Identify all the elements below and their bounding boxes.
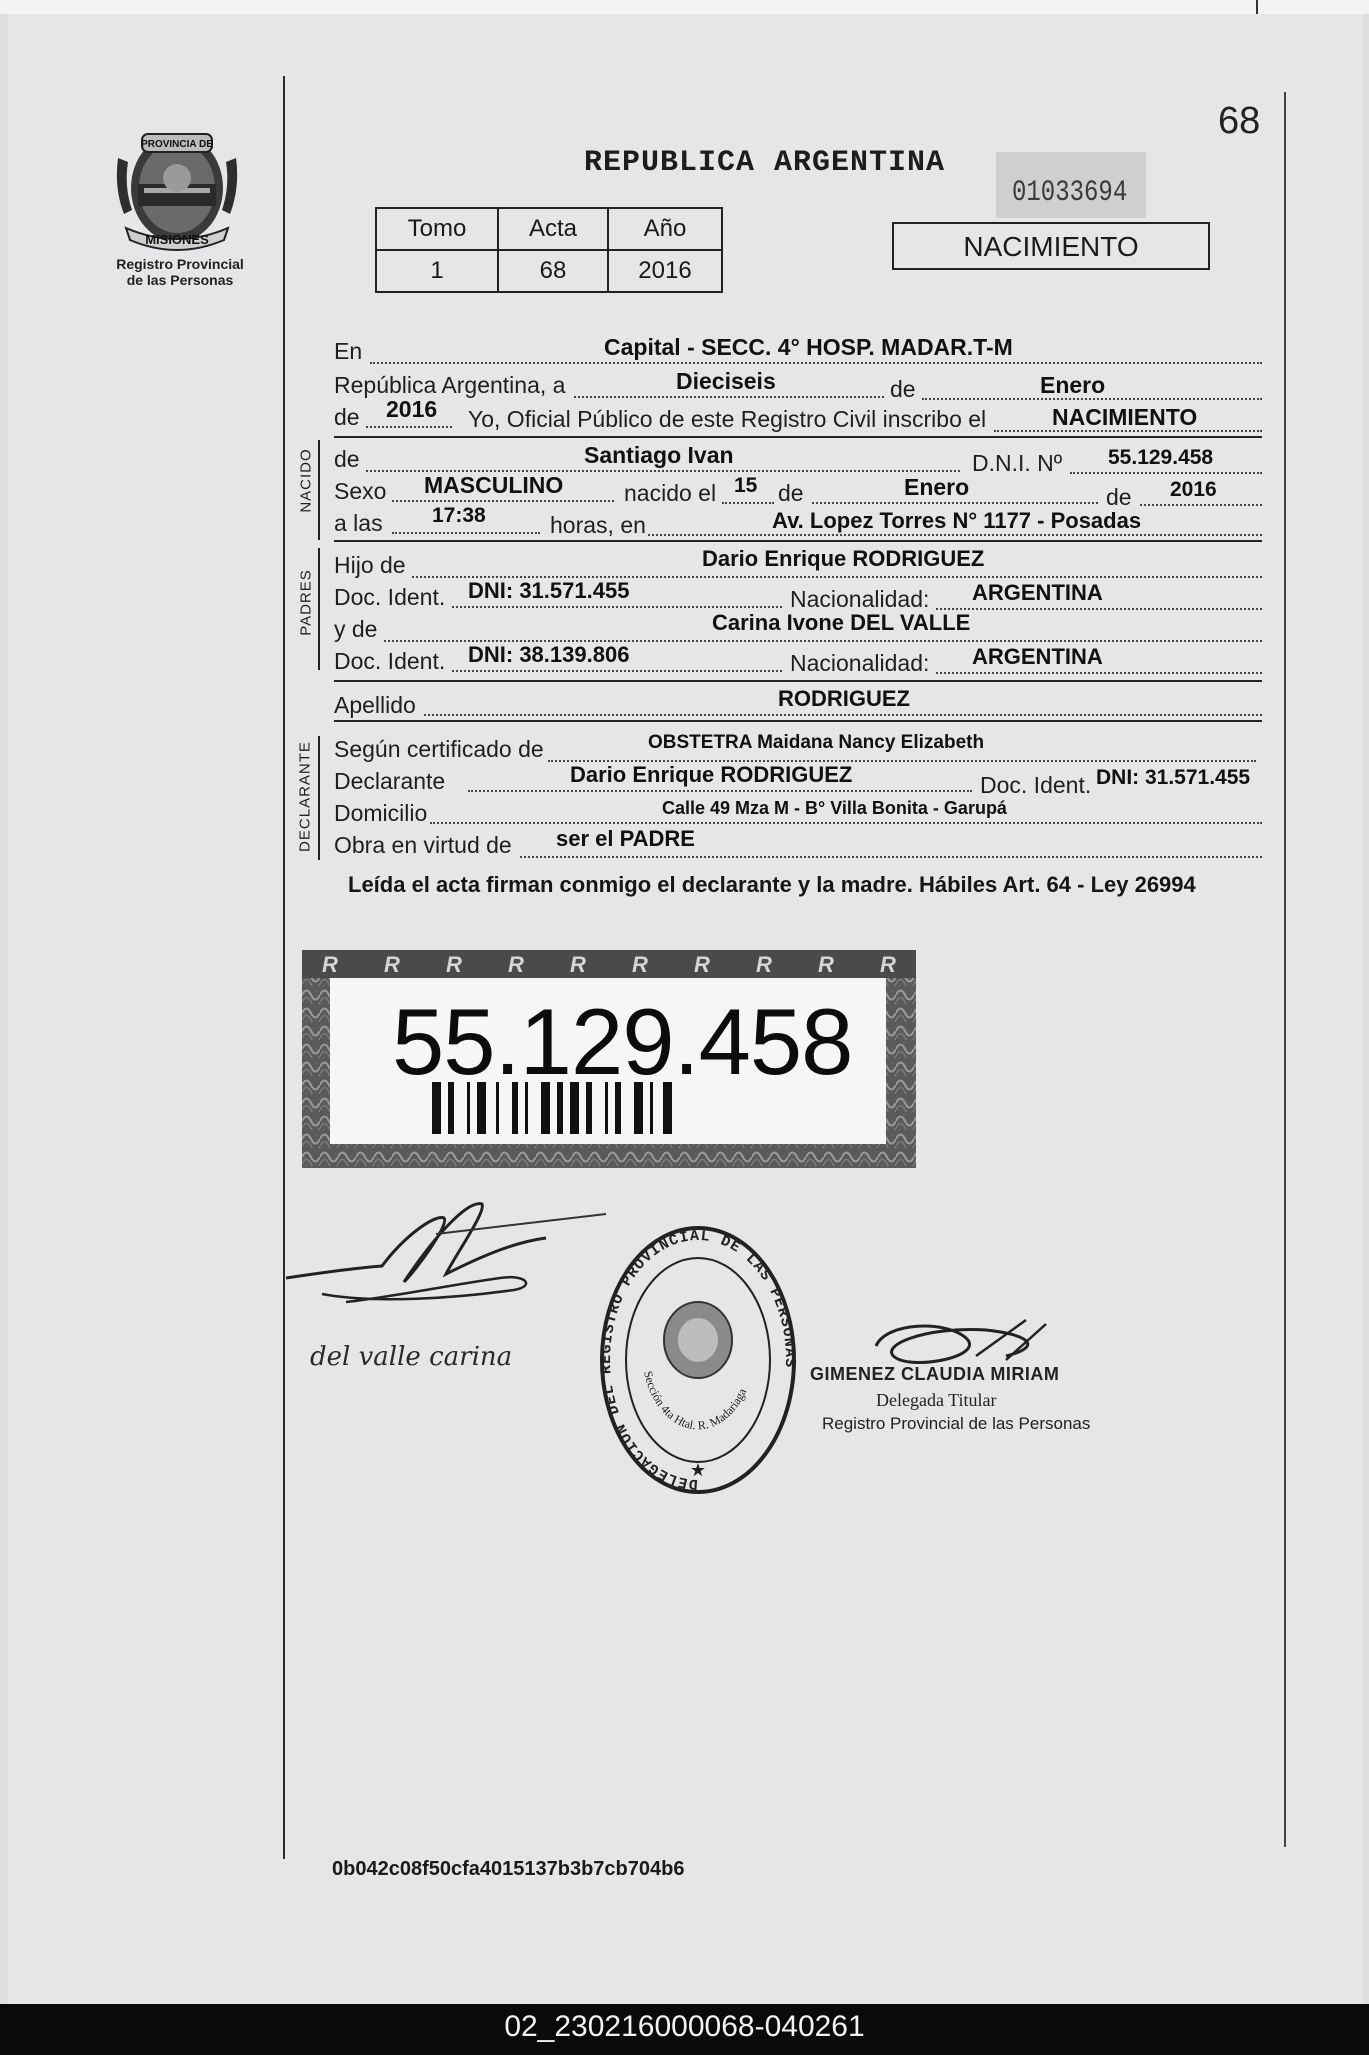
side-label-declarante: DECLARANTE [296, 741, 314, 852]
field-madre-doc: DNI: 38.139.806 [468, 642, 630, 667]
svg-text:R: R [446, 952, 462, 977]
serial-number: 01033694 [1012, 176, 1128, 210]
page-number: 68 [1218, 100, 1261, 142]
label-hijo-de: Hijo de [334, 552, 406, 578]
side-label-nacido: NACIDO [297, 448, 315, 513]
footer-id: 02_230216000068-040261 [504, 2010, 865, 2043]
record-table-values [376, 250, 722, 292]
dotted-line [1140, 504, 1262, 506]
dotted-line [1070, 472, 1262, 474]
header-anio: Año [608, 208, 722, 250]
label-domicilio: Domicilio [334, 800, 428, 826]
padres-bracket [318, 548, 320, 670]
label-de-anio: de [1106, 484, 1132, 510]
label-en: En [334, 338, 363, 364]
field-mes: Enero [1040, 372, 1106, 398]
seal-inner-text: Sección 4ta Htal. R. Madariaga [641, 1369, 750, 1433]
label-de2: de [334, 404, 360, 430]
dotted-line [452, 606, 782, 608]
seal-outer-text: DELEGACION DEL REGISTRO PROVINCIAL DE LAS PERSONAS [598, 1227, 798, 1493]
header-tomo: Tomo [376, 208, 498, 250]
section-separator [334, 720, 1262, 722]
field-madre-nac: ARGENTINA [972, 644, 1103, 669]
side-label-padres: PADRES [297, 569, 315, 636]
label-dni-no: D.N.I. Nº [972, 450, 1063, 476]
declarante-bracket [318, 736, 320, 860]
logo-caption-line2: de las Personas [126, 272, 234, 288]
dotted-line [424, 714, 1262, 716]
label-de: de [890, 376, 916, 402]
field-declarante: Dario Enrique RODRIGUEZ [570, 762, 853, 787]
field-mes-nac: Enero [904, 474, 970, 500]
serial-stamp [996, 152, 1146, 218]
dotted-line [936, 608, 1262, 610]
dotted-line [812, 502, 1098, 504]
logo-banner-text: MISIONES [145, 232, 209, 247]
label-nacionalidad-2: Nacionalidad: [790, 650, 930, 676]
field-padre-doc: DNI: 31.571.455 [468, 578, 630, 603]
label-segun-certificado: Según certificado de [334, 736, 544, 762]
field-obra: ser el PADRE [556, 826, 695, 851]
field-sexo: MASCULINO [424, 472, 564, 498]
label-doc-ident-2: Doc. Ident. [334, 648, 446, 674]
field-lugar: Capital - SECC. 4° HOSP. MADAR.T-M [604, 334, 1013, 360]
section-separator [334, 540, 1262, 542]
field-certificado: OBSTETRA Maidana Nancy Elizabeth [648, 732, 985, 753]
section-separator [334, 680, 1262, 682]
dotted-line [648, 534, 1262, 536]
seal-star-icon: ★ [689, 1460, 707, 1480]
closing-statement: Leída el acta firman conmigo el declarante y la madre. Hábiles Art. 64 - Ley 26994 [348, 872, 1196, 897]
field-tipo-inscripcion: NACIMIENTO [1052, 404, 1198, 430]
svg-text:R: R [694, 952, 710, 977]
svg-text:R: R [756, 952, 772, 977]
field-anio: 2016 [386, 396, 438, 422]
provincia-misiones-logo [112, 118, 242, 258]
record-table [375, 207, 723, 293]
footer-bar [0, 2004, 1369, 2055]
logo-arc-text: PROVINCIA DE [141, 139, 213, 150]
dotted-line [370, 362, 1262, 364]
official-title: Delegada Titular [876, 1390, 997, 1410]
svg-text:R: R [322, 952, 338, 977]
svg-text:R: R [818, 952, 834, 977]
dotted-line [722, 502, 774, 504]
svg-text:R: R [508, 952, 524, 977]
dotted-line [366, 426, 452, 428]
field-dia-nac: 15 [734, 474, 758, 497]
label-nacionalidad-1: Nacionalidad: [790, 586, 930, 612]
label-doc-ident-1: Doc. Ident. [334, 584, 446, 610]
dotted-line [520, 856, 1262, 858]
value-anio: 2016 [608, 250, 722, 292]
field-anio-nac: 2016 [1170, 478, 1217, 501]
svg-text:R: R [384, 952, 400, 977]
act-type-box: NACIMIENTO [892, 222, 1210, 270]
registry-seal [598, 1222, 798, 1498]
label-republica: República Argentina, a [334, 372, 566, 398]
label-obra-en-virtud: Obra en virtud de [334, 832, 512, 858]
dotted-line [430, 822, 1262, 824]
label-doc-ident-3: Doc. Ident. [980, 772, 1092, 798]
dotted-line [468, 790, 972, 792]
document-title: REPUBLICA ARGENTINA [584, 146, 946, 180]
logo-caption [100, 256, 260, 288]
dotted-line [392, 532, 540, 534]
svg-text:R: R [632, 952, 648, 977]
label-apellido: Apellido [334, 692, 416, 718]
dotted-line [392, 500, 614, 502]
label-horas-en: horas, en [550, 512, 646, 538]
field-nombre: Santiago Ivan [584, 442, 734, 468]
field-declarante-doc: DNI: 31.571.455 [1096, 766, 1251, 789]
record-table-header [376, 208, 722, 250]
label-de-nombre: de [334, 446, 360, 472]
svg-text:R: R [880, 952, 896, 977]
label-de-mes: de [778, 480, 804, 506]
nacido-bracket [318, 440, 320, 540]
document-hash: 0b042c08f50cfa4015137b3b7cb704b6 [332, 1858, 685, 1880]
field-domicilio: Calle 49 Mza M - B° Villa Bonita - Garupá [662, 798, 1007, 818]
svg-text:R: R [570, 952, 586, 977]
label-a-las: a las [334, 510, 383, 536]
field-dni: 55.129.458 [1108, 446, 1214, 469]
right-margin-line [1284, 92, 1286, 1847]
section-separator [334, 436, 1262, 438]
left-margin-line [283, 76, 285, 1859]
value-acta: 68 [498, 250, 608, 292]
dni-card-number: 55.129.458 [392, 989, 853, 1094]
top-paper-strip [0, 0, 1369, 14]
field-hora: 17:38 [432, 504, 486, 527]
header-acta: Acta [498, 208, 608, 250]
field-madre: Carina Ivone DEL VALLE [712, 610, 971, 635]
handwritten-note: del valle carina [310, 1342, 513, 1372]
field-padre-nac: ARGENTINA [972, 580, 1103, 605]
dotted-line [574, 396, 884, 398]
field-dia-letras: Dieciseis [676, 368, 776, 394]
declarant-signature [286, 1194, 616, 1334]
label-y-de: y de [334, 616, 378, 642]
dotted-line [452, 670, 782, 672]
logo-caption-line1: Registro Provincial [116, 256, 244, 272]
field-apellido: RODRIGUEZ [778, 686, 910, 711]
official-organization: Registro Provincial de las Personas [822, 1414, 1091, 1433]
official-name: GIMENEZ CLAUDIA MIRIAM [810, 1364, 1060, 1384]
dotted-line [936, 672, 1262, 674]
label-yo-oficial: Yo, Oficial Público de este Registro Civil inscribo el [468, 406, 987, 432]
field-padre: Dario Enrique RODRIGUEZ [702, 546, 985, 571]
label-declarante: Declarante [334, 768, 446, 794]
field-lugar-nac: Av. Lopez Torres N° 1177 - Posadas [772, 508, 1142, 533]
label-sexo: Sexo [334, 478, 387, 504]
value-tomo: 1 [376, 250, 498, 292]
label-nacido-el: nacido el [624, 480, 717, 506]
top-edge-mark [1256, 0, 1258, 14]
